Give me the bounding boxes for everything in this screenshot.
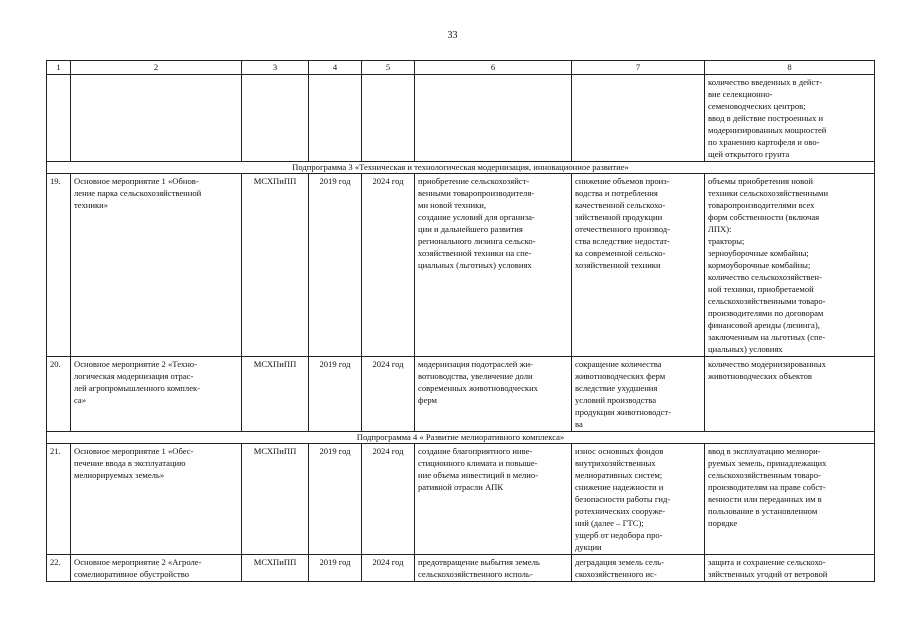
subprogram-row bbox=[47, 162, 875, 174]
indicator-cell: количество модернизированных животноводческих объектов bbox=[705, 357, 875, 432]
row-number: 19. bbox=[47, 174, 71, 357]
non-implementation-consequence: деградация земель сель- скохозяйственного ис- bbox=[572, 555, 705, 582]
col-header-3: 3 bbox=[242, 61, 309, 75]
expected-result: предотвращение выбытия земель сельскохозяйственного исполь- bbox=[415, 555, 572, 582]
activity-name: Основное мероприятие 1 «Обес- печение ввода в эксплуатацию мелиорируемых земель» bbox=[71, 444, 242, 555]
executor: МСХПиПП bbox=[242, 174, 309, 357]
non-implementation-consequence: износ основных фондов внутрихозяйственных мелиоративных систем; снижение надежности и безопасности работы гид- ротехнических сооруже- ний (далее – ГТС); ущерб от недобора про- дукции bbox=[572, 444, 705, 555]
executor: МСХПиПП bbox=[242, 444, 309, 555]
subprogram-title: Подпрограмма 4 « Развитие мелиоративного комплекса» bbox=[47, 432, 875, 444]
expected-result: модернизация подотраслей жи- вотноводства, увеличение доли современных животноводческих ферм bbox=[415, 357, 572, 432]
non-implementation-consequence: снижение объемов произ- водства и потребления качественной сельскохо- зяйственной продукции отечественного производ- ства вследствие недостат- ка современной сельско- хозяйственной техники bbox=[572, 174, 705, 357]
non-implementation-consequence: сокращение количества животноводческих ферм вследствие ухудшения условий производства продукции животноводст- ва bbox=[572, 357, 705, 432]
expected-result: создание благоприятного инве- стиционного климата и повыше- ние объема инвестиций в мелио- ративной отрасли АПК bbox=[415, 444, 572, 555]
col-header-4: 4 bbox=[309, 61, 362, 75]
indicator-cell: ввод в эксплуатацию мелиори- руемых земель, принадлежащих сельскохозяйственным товаро- производителям на праве собст- венности или переданных им в пользование в установленном порядке bbox=[705, 444, 875, 555]
row-number: 22. bbox=[47, 555, 71, 582]
table-row bbox=[47, 555, 875, 582]
col-header-7: 7 bbox=[572, 61, 705, 75]
indicator-cell: объемы приобретения новой техники сельскохозяйственными товаропроизводителями всех форм собственности (включая ЛПХ): тракторы; зерноуборочные комбайны; кормоуборочные комбайны; количество сельскохозяйствен- ной техники, приобретаемой сельскохозяйственными товаро- производителями по договорам финансовой аренды (лизинга), заключенным на льготных (спе- циальных) условиях bbox=[705, 174, 875, 357]
subprogram-row bbox=[47, 432, 875, 444]
table-row bbox=[47, 357, 875, 432]
col-header-2: 2 bbox=[71, 61, 242, 75]
activity-name: Основное мероприятие 1 «Обнов- ление парка сельскохозяйственной техники» bbox=[71, 174, 242, 357]
executor: МСХПиПП bbox=[242, 357, 309, 432]
executor: МСХПиПП bbox=[242, 555, 309, 582]
start-year: 2019 год bbox=[309, 174, 362, 357]
activity-name: Основное мероприятие 2 «Агроле- сомелиоративное обустройство bbox=[71, 555, 242, 582]
indicator-cell: защита и сохранение сельскохо- зяйственных угодий от ветровой bbox=[705, 555, 875, 582]
start-year: 2019 год bbox=[309, 444, 362, 555]
table-row bbox=[47, 174, 875, 357]
col-header-6: 6 bbox=[415, 61, 572, 75]
indicator-cell: количество введенных в дейст- вие селекционно- семеноводческих центров; ввод в действие построенных и модернизированных мощностей по хранению картофеля и ово- щей открытого грунта bbox=[705, 75, 875, 162]
end-year: 2024 год bbox=[362, 555, 415, 582]
col-header-5: 5 bbox=[362, 61, 415, 75]
page-number: 33 bbox=[447, 30, 458, 41]
header-row bbox=[47, 61, 875, 75]
row-number: 20. bbox=[47, 357, 71, 432]
end-year: 2024 год bbox=[362, 357, 415, 432]
start-year: 2019 год bbox=[309, 357, 362, 432]
row-number: 21. bbox=[47, 444, 71, 555]
col-header-1: 1 bbox=[47, 61, 71, 75]
activity-name: Основное мероприятие 2 «Техно- логическая модернизация отрас- лей агропромышленного комплек- са» bbox=[71, 357, 242, 432]
expected-result: приобретение сельскохозяйст- венными товаропроизводителя- ми новой техники, создание условий для организа- ции и дальнейшего развития регионального лизинга сельско- хозяйственной техники на спе- циальных (льготных) условиях bbox=[415, 174, 572, 357]
start-year: 2019 год bbox=[309, 555, 362, 582]
subprogram-title: Подпрограмма 3 «Техническая и технологическая модернизация, инновационное развитие» bbox=[47, 162, 875, 174]
col-header-8: 8 bbox=[705, 61, 875, 75]
table-row bbox=[47, 444, 875, 555]
end-year: 2024 год bbox=[362, 444, 415, 555]
table-row bbox=[47, 75, 875, 162]
program-table bbox=[46, 60, 875, 582]
end-year: 2024 год bbox=[362, 174, 415, 357]
